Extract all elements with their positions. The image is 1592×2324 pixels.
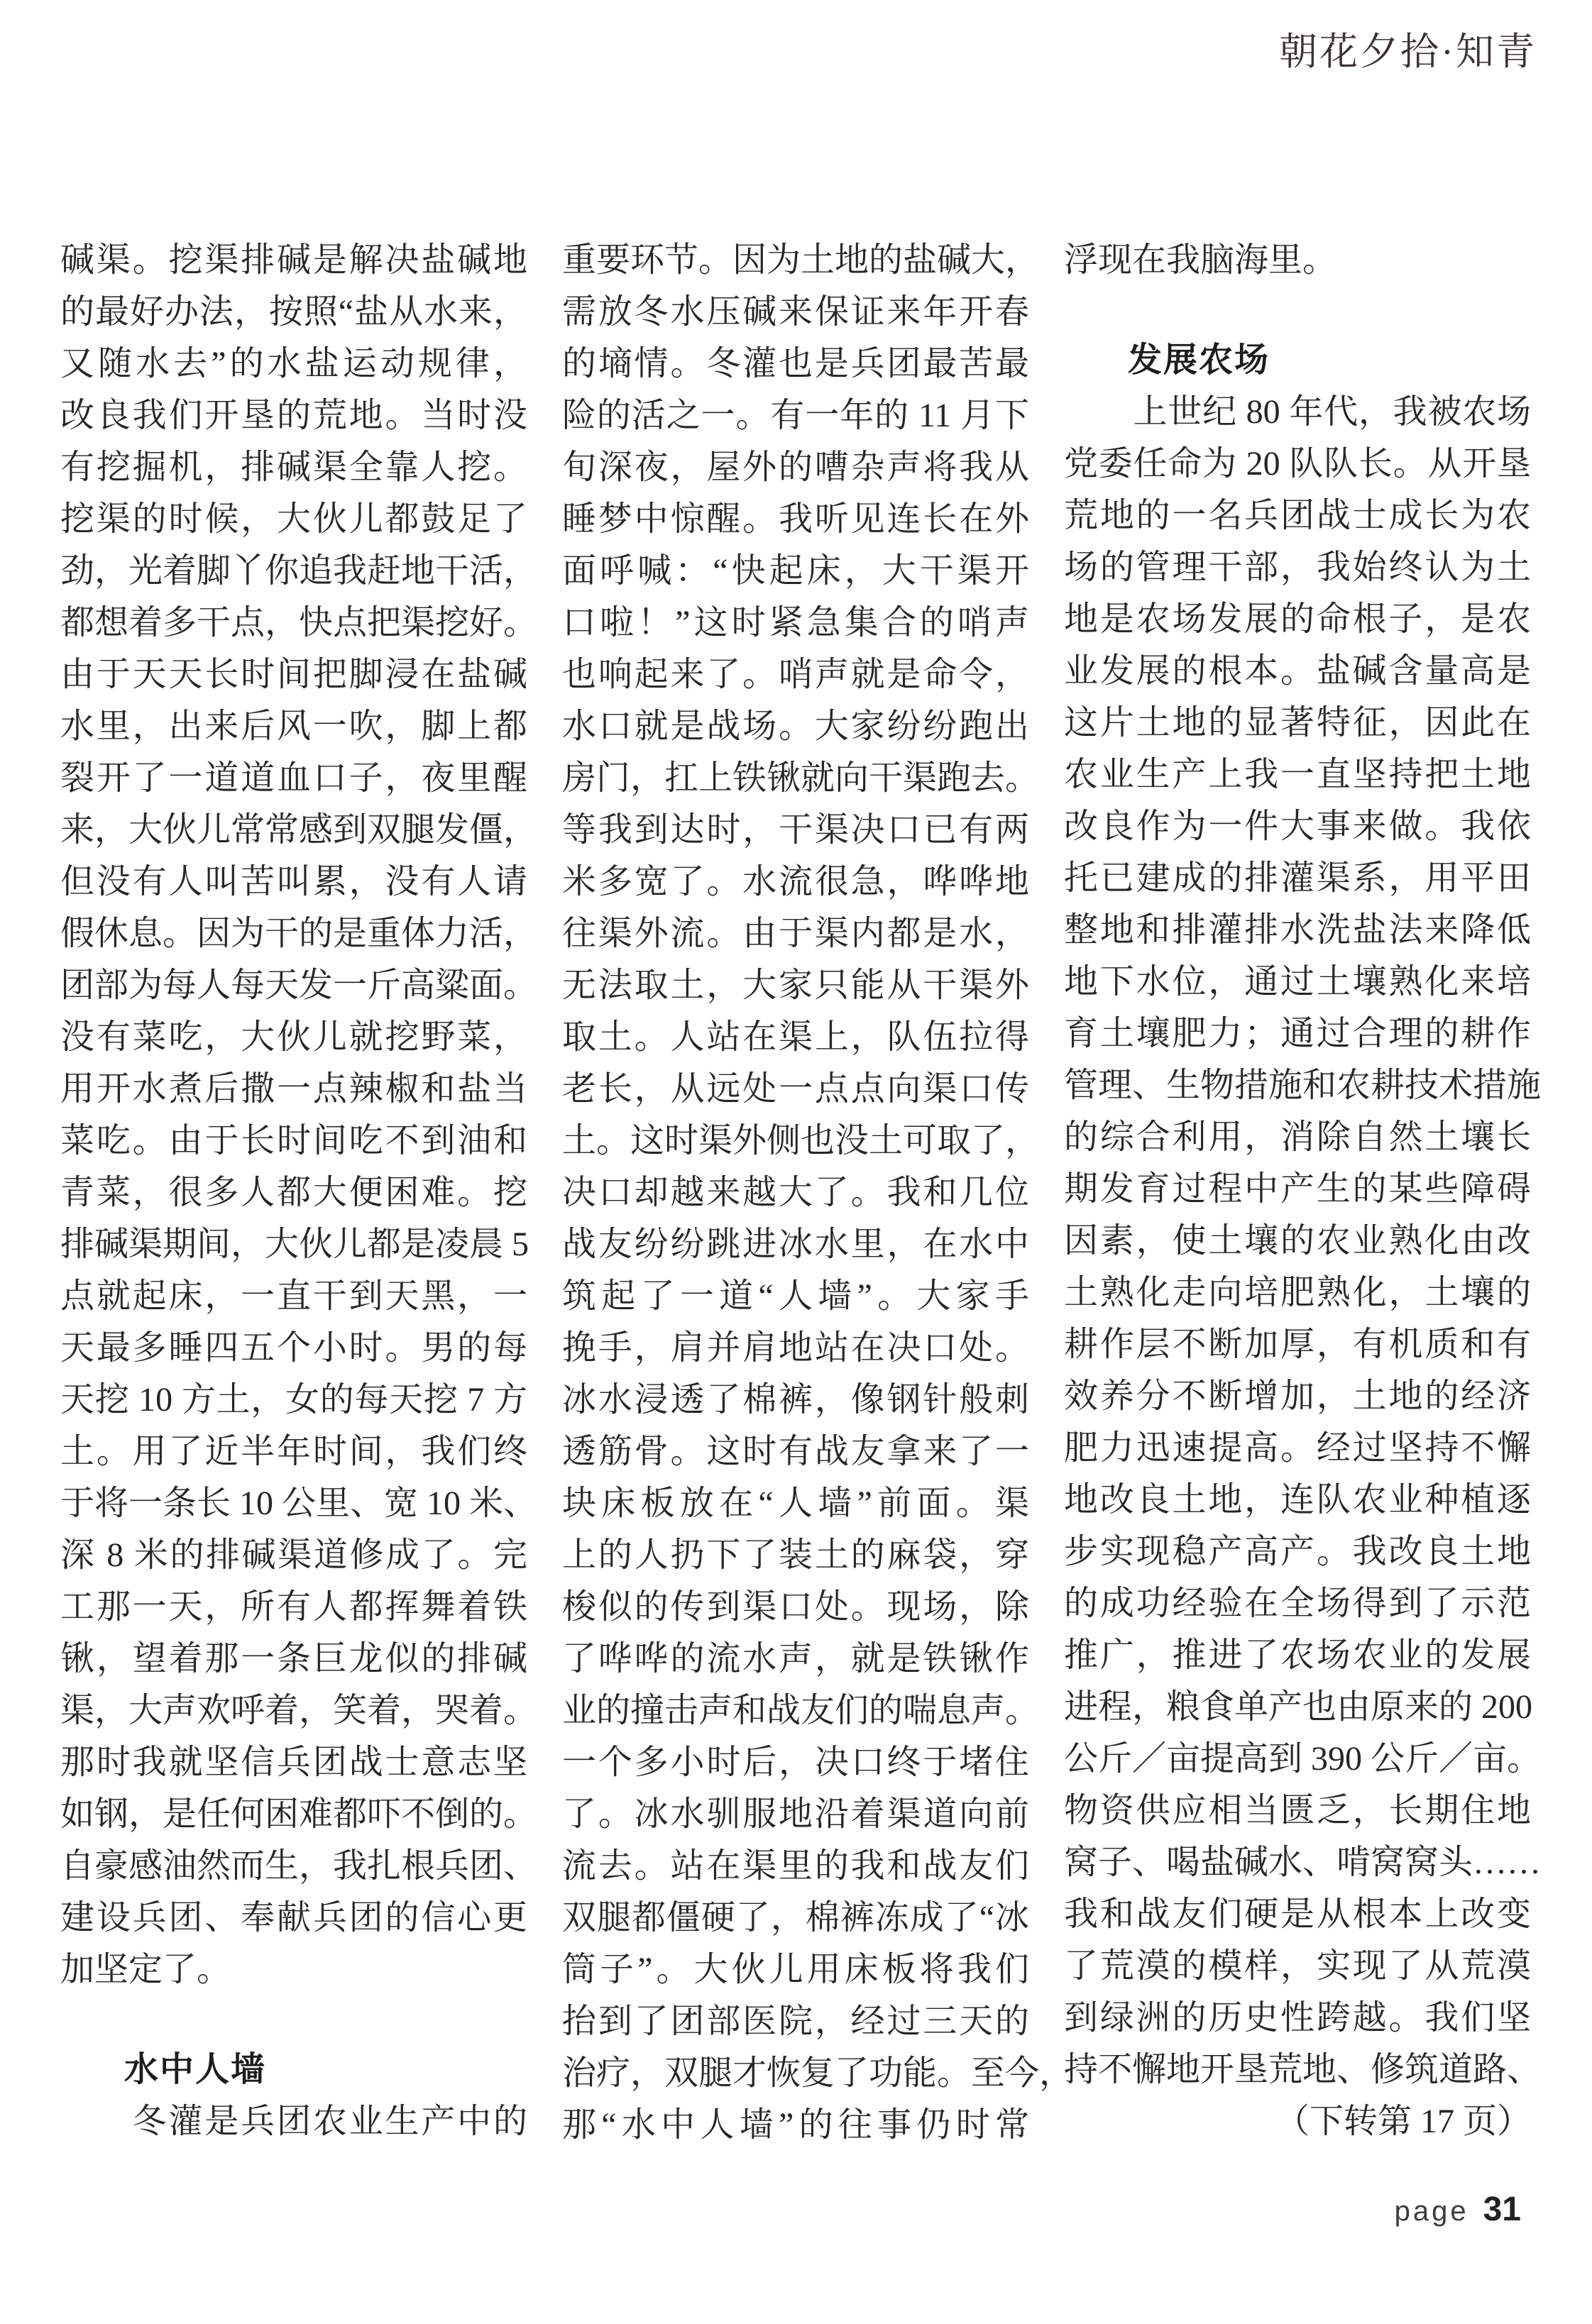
text-line: 抬到了团部医院，经过三天的	[562, 2003, 1029, 2040]
text-line: 效养分不断增加，土地的经济	[1064, 1377, 1531, 1415]
text-line: 窝子、喝盐碱水、啃窝窝头……	[1064, 1844, 1542, 1881]
text-line: 业发展的根本。盐碱含量高是	[1064, 652, 1531, 690]
text-line: 的综合利用，消除自然土壤长	[1064, 1118, 1531, 1156]
text-line: 改良作为一件大事来做。我依	[1064, 808, 1531, 845]
text-line: 碱渠。挖渠排碱是解决盐碱地	[60, 241, 527, 279]
text-line: 用开水煮后撒一点辣椒和盐当	[60, 1070, 527, 1108]
text-line: 米多宽了。水流很急，哗哗地	[562, 863, 1029, 901]
text-line: 梭似的传到渠口处。现场，除	[562, 1588, 1029, 1626]
section-title: 朝花夕拾·知青	[1279, 31, 1537, 73]
continuation-note: （下转第 17 页）	[1275, 2103, 1531, 2140]
text-line: 进程，粮食单产也由原来的 200	[1064, 1688, 1533, 1726]
text-line: 改良我们开垦的荒地。当时没	[60, 397, 527, 434]
text-line: 青菜，很多人都大便困难。挖	[60, 1174, 527, 1211]
text-line: 于将一条长 10 公里、宽 10 米、	[60, 1485, 538, 1522]
text-line: 托已建成的排灌渠系，用平田	[1064, 859, 1531, 897]
text-line: 面呼喊：“快起床，大干渠开	[562, 552, 1029, 590]
text-line: 期发育过程中产生的某些障碍	[1064, 1170, 1531, 1208]
text-column-1	[60, 234, 538, 2151]
text-line: 房门，扛上铁锹就向干渠跑去。	[562, 759, 1040, 797]
text-line: 有挖掘机，排碱渠全靠人挖。	[60, 448, 527, 486]
text-line: 地改良土地，连队农业种植逐	[1064, 1481, 1531, 1519]
text-line: 步实现稳产高产。我改良土地	[1064, 1533, 1531, 1570]
text-line: 治疗，双腿才恢复了功能。至今，	[562, 2054, 1074, 2092]
text-line: 流去。站在渠里的我和战友们	[562, 1847, 1029, 1885]
text-line: 战友纷纷跳进冰水里，在水中	[562, 1226, 1029, 1263]
text-line: 旬深夜，屋外的嘈杂声将我从	[562, 448, 1029, 486]
text-line: 排碱渠期间，大伙儿都是凌晨 5	[60, 1226, 529, 1263]
text-line: 冰水浸透了棉裤，像钢针般刺	[562, 1381, 1029, 1419]
text-line: 土。用了近半年时间，我们终	[60, 1433, 527, 1470]
text-line: 农业生产上我一直坚持把土地	[1064, 756, 1531, 793]
text-line: 又随水去”的水盐运动规律，	[60, 345, 527, 382]
text-line: 公斤／亩提高到 390 公斤／亩。	[1064, 1740, 1542, 1778]
text-column-3	[1064, 234, 1542, 2151]
text-line: 了。冰水驯服地沿着渠道向前	[562, 1795, 1029, 1833]
text-line: 地是农场发展的命根子，是农	[1064, 600, 1531, 638]
page-label: page	[1394, 2196, 1469, 2227]
text-line: 睡梦中惊醒。我听见连长在外	[562, 500, 1029, 538]
text-line: 一个多小时后，决口终于堵住	[562, 1744, 1029, 1781]
text-line: 我和战友们硬是从根本上改变	[1064, 1895, 1531, 1933]
text-line: 需放冬水压碱来保证来年开春	[562, 293, 1029, 331]
text-line: 菜吃。由于长时间吃不到油和	[60, 1122, 527, 1160]
text-line: 渠，大声欢呼着，笑着，哭着。	[60, 1692, 538, 1729]
text-line: 也响起来了。哨声就是命令，	[562, 656, 1029, 693]
text-line: 持不懈地开垦荒地、修筑道路、	[1064, 2051, 1542, 2088]
text-line: 了哗哗的流水声，就是铁锹作	[562, 1640, 1029, 1678]
article-columns	[60, 234, 1542, 2151]
text-line: 取土。人站在渠上，队伍拉得	[562, 1018, 1029, 1056]
text-line: 那“水中人墙”的往事仍时常	[562, 2106, 1029, 2144]
text-line: 土。这时渠外侧也没土可取了，	[562, 1122, 1040, 1160]
text-line: 的成功经验在全场得到了示范	[1064, 1585, 1531, 1622]
page-number: 31	[1483, 2191, 1521, 2228]
text-line: 推广，推进了农场农业的发展	[1064, 1636, 1531, 1674]
text-line: 团部为每人每天发一斤高粱面。	[60, 967, 538, 1004]
text-line: 天最多睡四五个小时。男的每	[60, 1329, 527, 1367]
text-line: 劲，光着脚丫你追我赶地干活，	[60, 552, 538, 590]
text-line: 肥力迅速提高。经过坚持不懈	[1064, 1429, 1531, 1467]
text-line: 管理、生物措施和农耕技术措施	[1064, 1067, 1542, 1104]
text-line: 锹，望着那一条巨龙似的排碱	[60, 1640, 527, 1678]
text-line: 了荒漠的模样，实现了从荒漠	[1064, 1947, 1531, 1985]
text-line: 物资供应相当匮乏，长期住地	[1064, 1792, 1531, 1829]
text-line: 挖渠的时候，大伙儿都鼓足了	[60, 500, 527, 538]
text-line: 育土壤肥力；通过合理的耕作	[1064, 1015, 1531, 1052]
text-line: 冬灌是兵团农业生产中的	[60, 2103, 527, 2140]
text-line: 但没有人叫苦叫累，没有人请	[60, 863, 527, 901]
text-line: 地下水位，通过土壤熟化来培	[1064, 963, 1531, 1001]
text-line: 浮现在我脑海里。	[1064, 241, 1337, 279]
text-line: 的墒情。冬灌也是兵团最苦最	[562, 345, 1029, 382]
text-line: 等我到达时，干渠决口已有两	[562, 811, 1029, 849]
text-line: 重要环节。因为土地的盐碱大，	[562, 241, 1040, 279]
text-line: 裂开了一道道血口子，夜里醒	[60, 759, 527, 797]
page-footer	[1395, 2190, 1521, 2229]
subheading: 发展农场	[1128, 341, 1270, 379]
text-line: 建设兵团、奉献兵团的信心更	[60, 1899, 527, 1937]
text-line: 筑起了一道“人墙”。大家手	[562, 1277, 1029, 1315]
text-line: 都想着多干点，快点把渠挖好。	[60, 604, 538, 641]
text-line: 深 8 米的排碱渠道修成了。完	[60, 1536, 527, 1574]
text-line: 水里，出来后风一吹，脚上都	[60, 707, 527, 745]
text-line: 土熟化走向培肥熟化，土壤的	[1064, 1274, 1531, 1311]
subheading: 水中人墙	[124, 2051, 267, 2088]
text-line: 上的人扔下了装土的麻袋，穿	[562, 1536, 1029, 1574]
text-line: 挽手，肩并肩地站在决口处。	[562, 1329, 1029, 1367]
text-line: 决口却越来越大了。我和几位	[562, 1174, 1029, 1211]
text-line: 到绿洲的历史性跨越。我们坚	[1064, 1999, 1531, 2037]
text-line: 的最好办法，按照“盐从水来，	[60, 293, 527, 331]
text-line: 荒地的一名兵团战士成长为农	[1064, 497, 1531, 534]
text-line: 工那一天，所有人都挥舞着铁	[60, 1588, 527, 1626]
text-line: 块床板放在“人墙”前面。渠	[562, 1485, 1029, 1522]
text-line: 那时我就坚信兵团战士意志坚	[60, 1744, 527, 1781]
text-line: 加坚定了。	[60, 1951, 231, 1988]
text-line: 双腿都僵硬了，棉裤冻成了“冰	[562, 1899, 1029, 1937]
text-line: 无法取土，大家只能从干渠外	[562, 967, 1029, 1004]
text-line: 耕作层不断加厚，有机质和有	[1064, 1326, 1531, 1363]
text-column-2	[562, 234, 1074, 2151]
text-line: 这片土地的显著特征，因此在	[1064, 704, 1531, 742]
text-line: 因素，使土壤的农业熟化由改	[1064, 1222, 1531, 1260]
text-line: 老长，从远处一点点向渠口传	[562, 1070, 1029, 1108]
text-line: 场的管理干部，我始终认为土	[1064, 549, 1531, 586]
text-line: 透筋骨。这时有战友拿来了一	[562, 1433, 1029, 1470]
text-line: 点就起床，一直干到天黑，一	[60, 1277, 527, 1315]
text-line: 来，大伙儿常常感到双腿发僵，	[60, 811, 538, 849]
text-line: 没有菜吃，大伙儿就挖野菜，	[60, 1018, 527, 1056]
text-line: 险的活之一。有一年的 11 月下	[562, 397, 1029, 434]
text-line: 口啦！”这时紧急集合的哨声	[562, 604, 1029, 641]
text-line: 业的撞击声和战友们的喘息声。	[562, 1692, 1040, 1729]
text-line: 上世纪 80 年代，我被农场	[1064, 393, 1531, 431]
text-line: 天挖 10 方土，女的每天挖 7 方	[60, 1381, 527, 1419]
text-line: 筒子”。大伙儿用床板将我们	[562, 1951, 1029, 1988]
text-line: 水口就是战场。大家纷纷跑出	[562, 707, 1029, 745]
text-line: 假休息。因为干的是重体力活，	[60, 915, 538, 952]
text-line: 整地和排灌排水洗盐法来降低	[1064, 911, 1531, 949]
text-line: 如钢，是任何困难都吓不倒的。	[60, 1795, 538, 1833]
text-line: 党委任命为 20 队队长。从开垦	[1064, 445, 1531, 483]
text-line: 往渠外流。由于渠内都是水，	[562, 915, 1029, 952]
text-line: 由于天天长时间把脚浸在盐碱	[60, 656, 527, 693]
text-line: 自豪感油然而生，我扎根兵团、	[60, 1847, 538, 1885]
